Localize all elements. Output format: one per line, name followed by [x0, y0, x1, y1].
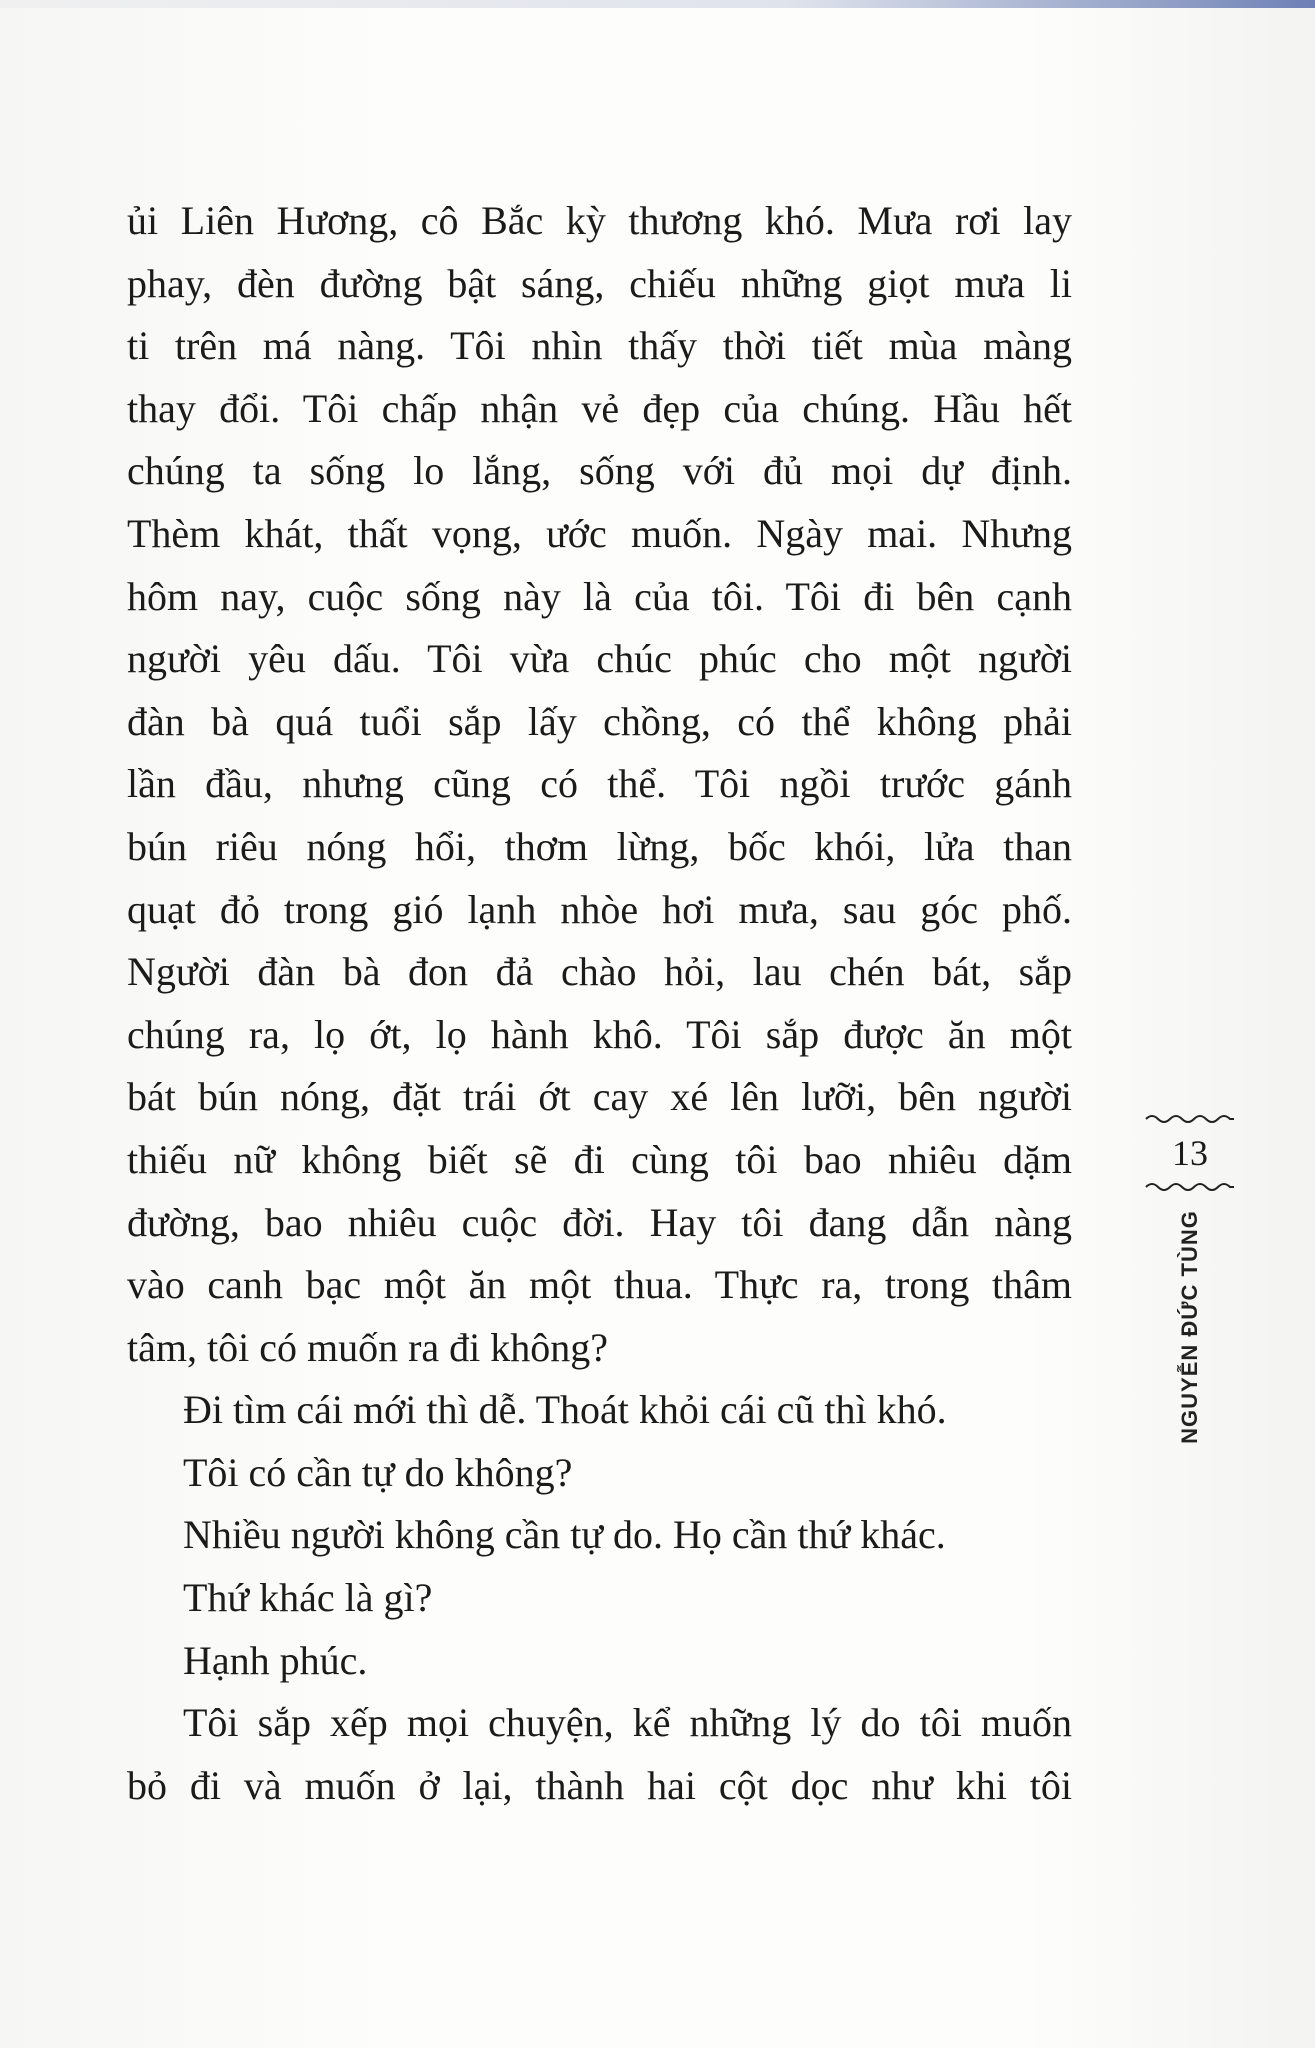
- text-line: đàn bà quá tuổi sắp lấy chồng, có thể không phải: [127, 698, 1072, 744]
- text-line: người yêu dấu. Tôi vừa chúc phúc cho một người: [127, 636, 1072, 682]
- text-line: tâm, tôi có muốn ra đi không?: [127, 1324, 609, 1370]
- author-name-text: NGUYỄN ĐỨC TÙNG: [1177, 1210, 1202, 1444]
- text-line: Tôi có cần tự do không?: [183, 1449, 573, 1495]
- text-line: quạt đỏ trong gió lạnh nhòe hơi mưa, sau góc phố.: [127, 886, 1072, 932]
- text-line: Người đàn bà đon đả chào hỏi, lau chén bát, sắp: [127, 949, 1072, 995]
- text-line: chúng ta sống lo lắng, sống với đủ mọi dự định.: [127, 448, 1072, 494]
- text-line: Thứ khác là gì?: [183, 1575, 433, 1621]
- text-line: phay, đèn đường bật sáng, chiếu những giọt mưa li: [127, 260, 1072, 306]
- text-line: Nhiều người không cần tự do. Họ cần thứ khác.: [183, 1512, 946, 1558]
- squiggle-ornament-icon: [1144, 1180, 1236, 1194]
- text-line: bát bún nóng, đặt trái ớt cay xé lên lưỡi, bên người: [127, 1074, 1072, 1120]
- text-line: bún riêu nóng hổi, thơm lừng, bốc khói, lửa than: [127, 823, 1072, 869]
- text-line: Tôi sắp xếp mọi chuyện, kể những lý do tôi muốn: [183, 1700, 1072, 1746]
- text-line: vào canh bạc một ăn một thua. Thực ra, trong thâm: [127, 1262, 1072, 1308]
- page-top-edge: [0, 0, 1315, 8]
- text-line: hôm nay, cuộc sống này là của tôi. Tôi đi bên cạnh: [127, 573, 1072, 619]
- page-margin-marker: [1140, 1112, 1240, 1444]
- text-line: ủi Liên Hương, cô Bắc kỳ thương khó. Mưa rơi lay: [127, 198, 1072, 243]
- author-name: [1172, 1210, 1208, 1444]
- text-line: bỏ đi và muốn ở lại, thành hai cột dọc như khi tôi: [127, 1762, 1072, 1808]
- text-line: thay đổi. Tôi chấp nhận vẻ đẹp của chúng. Hầu hết: [127, 385, 1072, 431]
- text-line: lần đầu, nhưng cũng có thể. Tôi ngồi trước gánh: [127, 761, 1072, 807]
- text-line: Đi tìm cái mới thì dễ. Thoát khỏi cái cũ thì khó.: [183, 1387, 947, 1433]
- text-line: Thèm khát, thất vọng, ước muốn. Ngày mai. Nhưng: [127, 510, 1072, 556]
- text-line: Hạnh phúc.: [183, 1637, 368, 1683]
- text-line: chúng ra, lọ ớt, lọ hành khô. Tôi sắp được ăn một: [127, 1011, 1072, 1057]
- text-line: đường, bao nhiêu cuộc đời. Hay tôi đang dẫn nàng: [127, 1199, 1072, 1245]
- text-line: thiếu nữ không biết sẽ đi cùng tôi bao nhiêu dặm: [127, 1136, 1072, 1182]
- body-text: [127, 190, 1072, 1817]
- text-line: ti trên má nàng. Tôi nhìn thấy thời tiết mùa màng: [127, 323, 1072, 369]
- page-number: 13: [1172, 1133, 1208, 1173]
- squiggle-ornament-icon: [1144, 1112, 1236, 1126]
